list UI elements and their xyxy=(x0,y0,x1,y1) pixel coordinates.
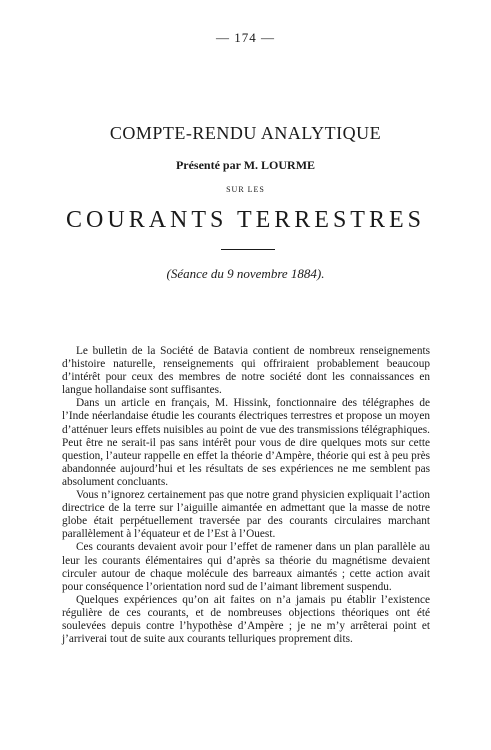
body-text xyxy=(62,345,430,646)
title-divider xyxy=(221,249,275,250)
main-title: COURANTS TERRESTRES xyxy=(66,207,425,233)
sur-les-label: SUR LES xyxy=(226,185,265,194)
page-number: — 174 — xyxy=(216,30,275,45)
paragraph: Quelques expériences qu’on ait faites on n’a jamais pu établir l’existence régulière de ces courants, et de nombreuses objections théoriques ont été soulevées depuis contre l’hypothèse d’Ampère ; je ne m’y arrêterai point et j’arriverai tout de suite aux courants telluriques proprement dits. xyxy=(62,593,430,646)
presented-by: Présenté par M. LOURME xyxy=(175,158,316,172)
paragraph: Le bulletin de la Société de Batavia contient de nombreux renseignements d’histoire naturelle, renseignements qui offriraient probablement beaucoup d’intérêt pour ceux des membres de notre société dont les connaissances en langue hollandaise sont suffisantes. xyxy=(62,345,430,397)
session-date: (Séance du 9 novembre 1884). xyxy=(166,266,325,281)
paragraph: Ces courants devaient avoir pour l’effet de ramener dans un plan parallèle au leur les courants élémentaires qui d’après sa théorie du magnétisme devaient circuler autour de chaque molécule des barreaux aimantés ; cette action avait pour conséquence l’orientation nord sud de l’aimant librement suspendu. xyxy=(62,541,430,593)
paragraph: Dans un article en français, M. Hissink, fonctionnaire des télégraphes de l’Inde néerlandaise étudie les courants électriques terrestres et propose un moyen d’atténuer leurs effets nuisibles au point de vue des transmissions télégraphiques. Peut être ne serait-il pas sans intérêt pour vous de dire quelques mots sur cette question, l’auteur rappelle en effet la théorie d’Ampère, théorie qui est à peu près abandonnée aujourd’hui et les résultats de ses expériences ne me semblent pas absolument concluants. xyxy=(62,397,430,488)
report-heading: COMPTE-RENDU ANALYTIQUE xyxy=(109,123,382,143)
paragraph: Vous n’ignorez certainement pas que notre grand physicien expliquait l’action directrice de la terre sur l’aiguille aimantée en admettant que la masse de notre globe était perpétuellement traversée par des courants circulaires marchant parallèlement à l’équateur et de l’Est à l’Ouest. xyxy=(62,489,430,541)
